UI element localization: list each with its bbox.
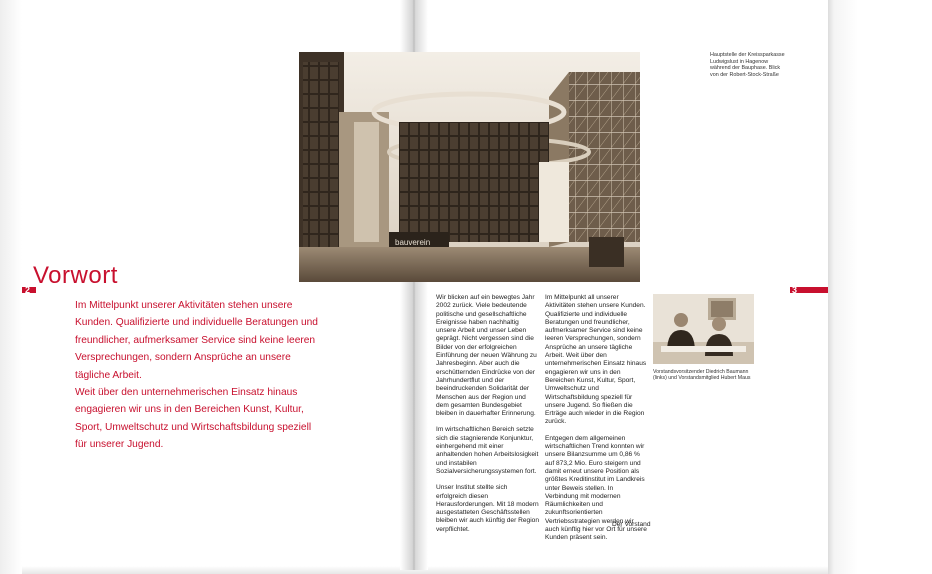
right-edge-shadow xyxy=(828,0,932,574)
signature: Der Vorstand xyxy=(612,521,651,528)
intro-text xyxy=(75,297,325,454)
left-edge-shadow xyxy=(0,0,22,574)
page-number-right: 3 xyxy=(792,285,798,295)
photo-caption: Hauptstelle der Kreissparkasse Ludwigslust in Hagenow während der Bauphase. Blick von der Robert-Stock-Straße xyxy=(710,52,785,78)
column-paragraph: Unser Institut stellte sich erfolgreich diesen Herausforderungen. Mit 18 modern ausgestatteten Geschäftsstellen bleiben wir auch künftig der Region verpflichtet. xyxy=(436,484,539,533)
text-column-2 xyxy=(545,294,651,551)
board-portrait-photo xyxy=(653,294,754,364)
construction-photo xyxy=(299,52,640,282)
intro-paragraph: Im Mittelpunkt unserer Aktivitäten stehen unsere Kunden. Qualifizierte und individuelle Beratungen und freundlicher, aufmerksamer Service sind keine leeren Versprechungen, sondern Ansprüche an unsere tägliche Arbeit. xyxy=(75,300,318,381)
column-paragraph: Entgegen dem allgemeinen wirtschaftlichen Trend konnten wir unsere Bilanzsumme um 0,86 % auf 873,2 Mio. Euro steigern und damit erneut unsere Position als größtes Kreditinstitut im Landkreis unter Beweis stellen. In Verbindung mit modernen Räumlichkeiten und zukunftsorientierten Vertriebsstrategien werden wir auch künftig hier vor Ort für unsere Kunden präsent sein. xyxy=(545,434,647,542)
intro-paragraph: Weit über den unternehmerischen Einsatz hinaus engagieren wir uns in den Bereichen Kunst, Kultur, Sport, Umweltschutz und Wirtschaftsbildung speziell für unserer Jugend. xyxy=(75,387,312,451)
column-paragraph: Wir blicken auf ein bewegtes Jahr 2002 zurück. Viele bedeutende politische und gesellschaftliche Ereignisse haben nachhaltig unsere Arbeit und unser Leben geprägt. Nicht vergessen sind die Bilder von der erfolgreichen Einführung der neuen Währung zu Jahresbeginn. Aber auch die erschütternden Eindrücke von der Jahrhundertflut und der beeindruckenden Solidarität der Menschen aus der Region und dem gesamten Bundesgebiet bleiben in dauerhafter Erinnerung. xyxy=(436,294,537,418)
page-title: Vorwort xyxy=(33,262,118,289)
column-paragraph: Im wirtschaftlichen Bereich setzte sich die stagnierende Konjunktur, einhergehend mit einer anhaltenden hohen Arbeitslosigkeit und instabilen Sozialversicherungssystemen fort. xyxy=(436,426,539,475)
column-paragraph: Im Mittelpunkt all unserer Aktivitäten stehen unsere Kunden. Qualifizierte und individuelle Beratungen und freundlicher, aufmerksamer Service sind keine leeren Versprechungen, sondern Ansprüche an unsere tägliche Arbeit. Weit über den unternehmerischen Einsatz hinaus engagieren wir uns in den Bereichen Kunst, Kultur, Sport, Umweltschutz und Wirtschaftsbildung speziell für unsere Jugend. So fließen die Erträge auch wieder in die Region zurück. xyxy=(545,294,647,426)
page-number-left: 2 xyxy=(25,285,31,295)
construction-sign-text: bauverein xyxy=(395,238,431,247)
text-column-1 xyxy=(436,294,539,542)
portrait-caption: Vorstandsvorsitzender Diedrich Baumann (links) und Vorstandsmitglied Hubert Maus xyxy=(653,369,751,382)
